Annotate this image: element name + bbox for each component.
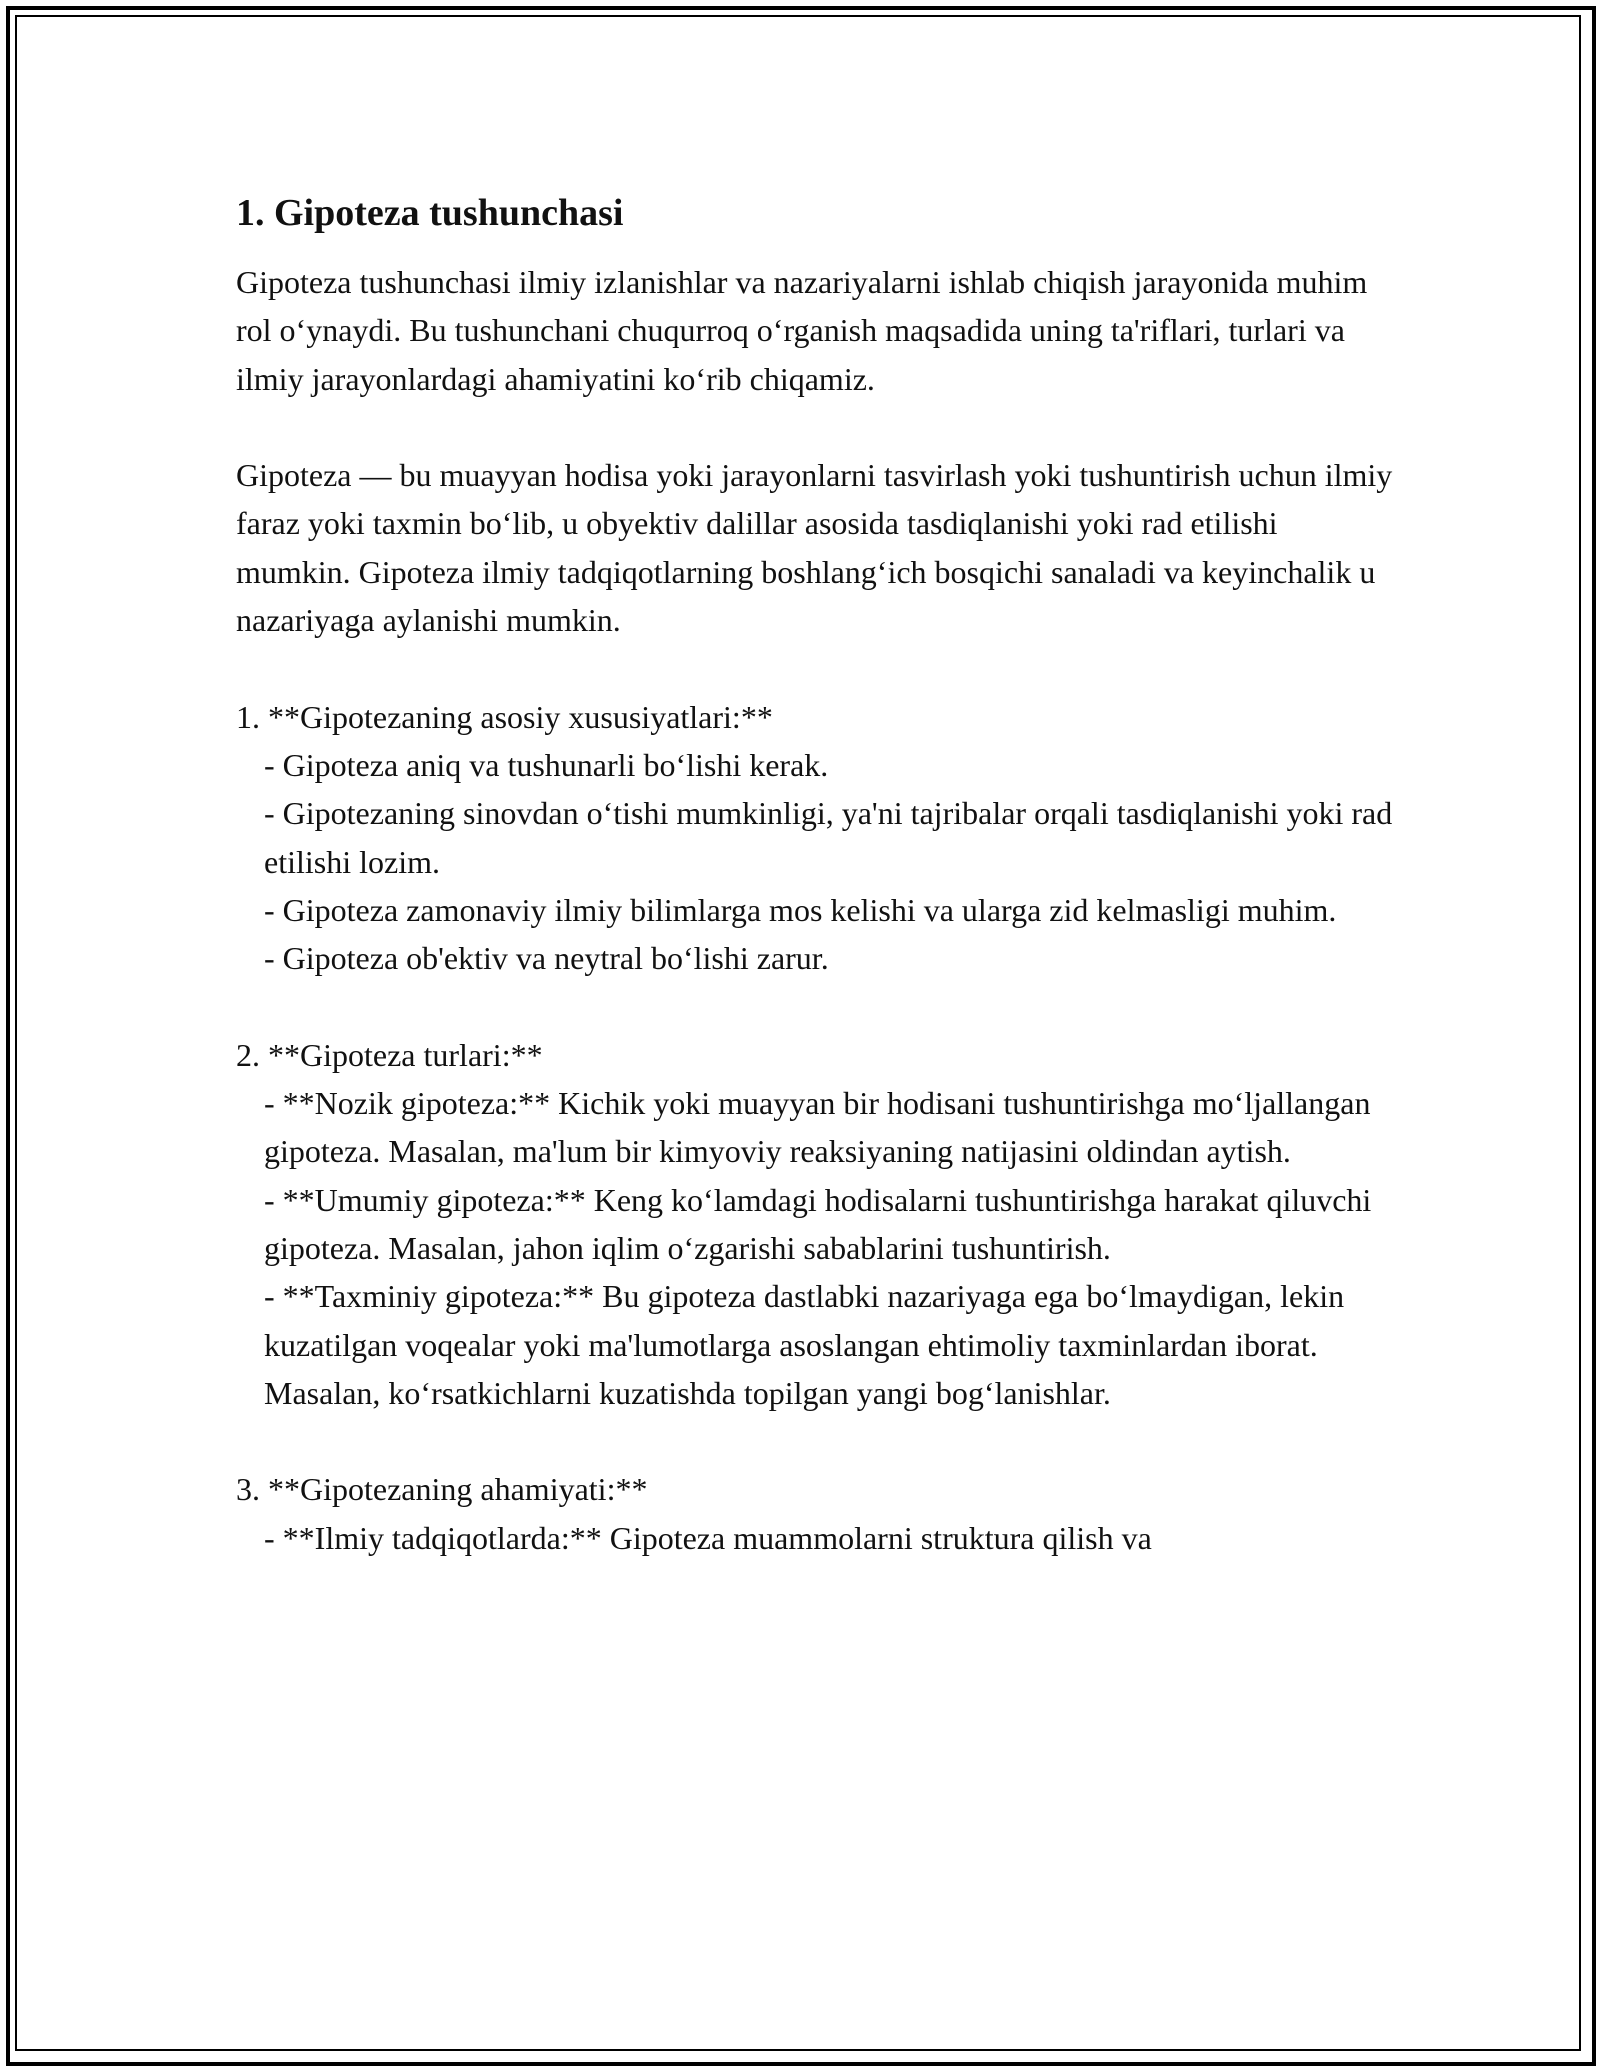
list-item: - Gipoteza ob'ektiv va neytral bo‘lishi zarur. bbox=[264, 940, 829, 977]
document-body bbox=[236, 186, 1401, 1562]
section-heading-importance: 3. **Gipotezaning ahamiyati:** bbox=[236, 1471, 648, 1508]
paragraph-spacer bbox=[236, 403, 1396, 451]
section-heading-types: 2. **Gipoteza turlari:** bbox=[236, 1036, 543, 1073]
definition-paragraph: Gipoteza — bu muayyan hodisa yoki jarayonlarni tasvirlash yoki tushuntirish uchun ilmiy faraz yoki taxmin bo‘lib, u obyektiv dalillar asosida tasdiqlanishi yoki rad etilishi mumkin. Gipoteza ilmiy tadqiqotlarning boshlang‘ich bosqichi sanaladi va keyinchalik u nazariyaga aylanishi mumkin. bbox=[236, 457, 1401, 639]
intro-paragraph: Gipoteza tushunchasi ilmiy izlanishlar va nazariyalarni ishlab chiqish jarayonida muhim rol o‘ynaydi. Bu tushunchani chuqurroq o‘rganish maqsadida uning ta'riflari, turlari va ilmiy jarayonlardagi ahamiyatini ko‘rib chiqamiz. bbox=[236, 264, 1376, 397]
document-title: 1. Gipoteza tushunchasi bbox=[236, 192, 624, 234]
section-heading-properties: 1. **Gipotezaning asosiy xususiyatlari:** bbox=[236, 698, 773, 735]
list-item: - **Umumiy gipoteza:** Keng ko‘lamdagi hodisalarni tushuntirishga harakat qiluvchi gipoteza. Masalan, jahon iqlim o‘zgarishi sabablarini tushuntirish. bbox=[264, 1181, 1380, 1266]
list-item: - Gipoteza zamonaviy ilmiy bilimlarga mos kelishi va ularga zid kelmasligi muhim. bbox=[264, 891, 1337, 928]
list-item: - Gipoteza aniq va tushunarli bo‘lishi kerak. bbox=[264, 746, 829, 783]
list-item: - **Taxminiy gipoteza:** Bu gipoteza dastlabki nazariyaga ega bo‘lmaydigan, lekin kuzatilgan voqealar yoki ma'lumotlarga asoslangan ehtimoliy taxminlardan iborat. Masalan, ko‘rsatkichlarni kuzatishda topilgan yangi bog‘lanishlar. bbox=[264, 1278, 1353, 1411]
list-item: - **Ilmiy tadqiqotlarda:** Gipoteza muammolarni struktura qilish va bbox=[264, 1519, 1152, 1556]
list-item: - Gipotezaning sinovdan o‘tishi mumkinligi, ya'ni tajribalar orqali tasdiqlanishi yoki rad etilishi lozim. bbox=[264, 795, 1401, 880]
list-item: - **Nozik gipoteza:** Kichik yoki muayyan bir hodisani tushuntirishga mo‘ljallangan gipoteza. Masalan, ma'lum bir kimyoviy reaksiyaning natijasini oldindan aytish. bbox=[264, 1085, 1379, 1170]
paragraph-spacer bbox=[236, 982, 1396, 1030]
paragraph-spacer bbox=[236, 1417, 1396, 1465]
paragraph-spacer bbox=[236, 644, 1396, 692]
